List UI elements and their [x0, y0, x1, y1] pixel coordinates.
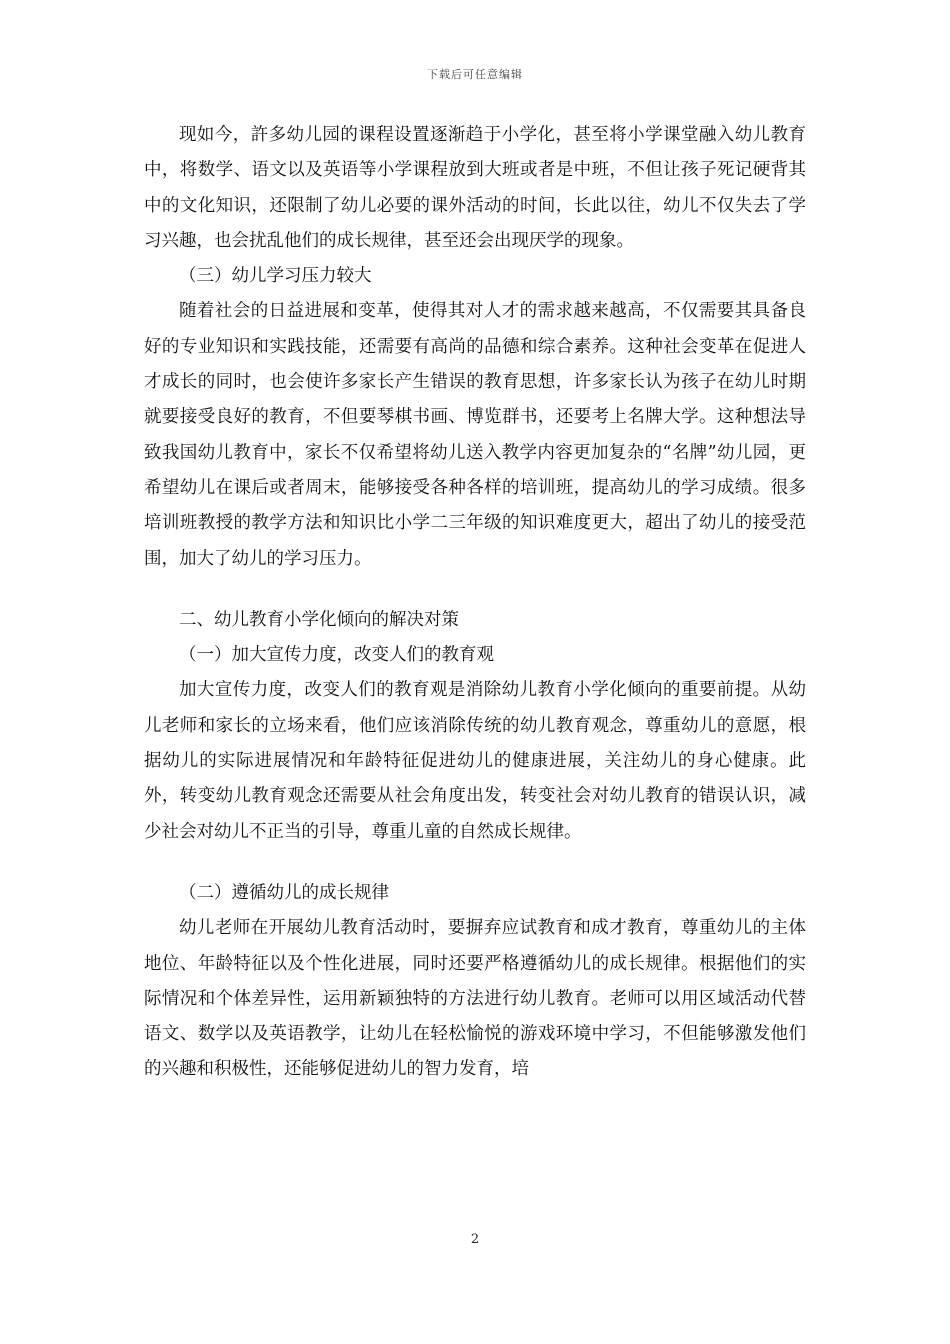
page-number: 2	[470, 1232, 480, 1247]
section-spacer	[144, 577, 806, 603]
paragraph-growth-laws: 幼儿老师在开展幼儿教育活动时，要摒弃应试教育和成才教育，尊重幼儿的主体地位、年龄特征以及个性化进展，同时还要严格遵循幼儿的成长规律。根据他们的实际情况和个体差异性，运用新颖独特的方法进行幼儿教育。老师可以用区域活动代替语文、数学以及英语教学，让幼儿在轻松愉悦的游戏环境中学习，不但能够激发他们的兴趣和积极性，还能够促进幼儿的智力发育，培	[144, 918, 806, 1080]
subheading-publicity: （一）加大宣传力度，改变人们的教育观	[179, 645, 494, 666]
paragraph-preschool-curriculum: 现如今，許多幼儿园的课程设置逐渐趋于小学化，甚至将小学课堂融入幼儿教育中，将数学、语文以及英语等小学课程放到大班或者是中班，不但让孩子死记硬背其中的文化知识，还限制了幼儿必要的课外活动的时间，长此以往，幼儿不仅失去了学习兴趣，也会扰乱他们的成长规律，甚至还会出现厌学的现象。	[144, 125, 806, 251]
subheading-learning-pressure: （三）幼儿学习压力较大	[179, 266, 372, 287]
section-spacer	[144, 850, 806, 876]
section-heading-solutions: 二、幼儿教育小学化倾向的解决对策	[179, 609, 459, 630]
subheading-growth-laws: （二）遵循幼儿的成长规律	[179, 882, 389, 903]
page-header: 下载后可任意编辑	[427, 68, 523, 81]
paragraph-publicity: 加大宣传力度，改变人们的教育观是消除幼儿教育小学化倾向的重要前提。从幼儿老师和家长的立场来看，他们应该消除传统的幼儿教育观念，尊重幼儿的意愿，根据幼儿的实际进展情况和年龄特征促进幼儿的健康进展，关注幼儿的身心健康。此外，转变幼儿教育观念还需要从社会角度出发，转变社会对幼儿教育的错误认识，减少社会对幼儿不正当的引导，尊重儿童的自然成长规律。	[144, 680, 806, 842]
document-body	[144, 118, 806, 1088]
paragraph-social-change: 随着社会的日益进展和变革，使得其对人才的需求越来越高，不仅需要其具备良好的专业知识和实践技能，还需要有高尚的品德和综合素养。这种社会变革在促进人才成长的同时，也会使许多家长产生错误的教育思想，许多家长认为孩子在幼儿时期就要接受良好的教育，不但要琴棋书画、博览群书，还要考上名牌大学。这种想法导致我国幼儿教育中，家长不仅希望将幼儿送入教学内容更加复杂的“名牌”幼儿园，更希望幼儿在课后或者周末，能够接受各种各样的培训班，提高幼儿的学习成绩。很多培训班教授的教学方法和知识比小学二三年级的知识难度更大，超出了幼儿的接受范围，加大了幼儿的学习压力。	[144, 301, 806, 569]
